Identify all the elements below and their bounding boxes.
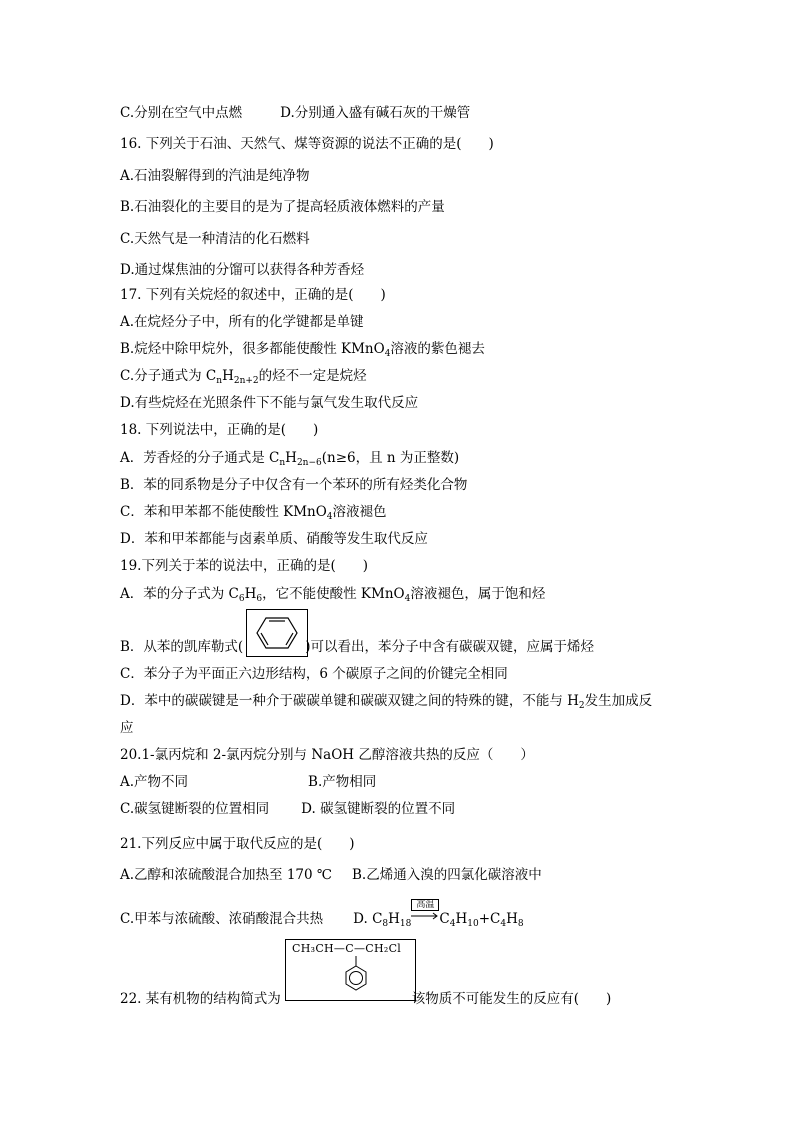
formula-text: CH₃CH—C—CH₂Cl (292, 942, 402, 955)
reaction-arrow (411, 900, 439, 925)
subscript: 4 (384, 349, 391, 359)
q17-option-c (120, 367, 367, 385)
subscript: 6 (238, 594, 245, 604)
text: 22. 某有机物的结构简式为 (120, 991, 281, 1007)
q20-options-ab (120, 773, 376, 791)
line-q15-options (120, 104, 470, 122)
arrow-icon (411, 907, 439, 925)
option-a: A.产物不同 (120, 774, 189, 790)
subscript: 2n−6 (296, 458, 322, 468)
subscript: n (279, 458, 286, 468)
subscript: 4 (404, 594, 411, 604)
text: B．从苯的凯库勒式( (120, 639, 244, 655)
question-20: 20.1-氯丙烷和 2-氯丙烷分别与 NaOH 乙醇溶液共热的反应（ ） (120, 747, 534, 763)
option-d: D. C (353, 911, 383, 927)
text: 该物质不可能发生的反应有( ) (411, 991, 612, 1007)
text: H (388, 911, 400, 927)
q19-option-d-cont: 应 (120, 720, 134, 736)
text: 发生加成反 (584, 693, 653, 709)
text: H (244, 586, 257, 602)
text: A．苯的分子式为 C (120, 586, 239, 602)
text: H (222, 368, 234, 384)
option-d: D.分别通入盛有碱石灰的干燥管 (280, 105, 471, 121)
text: B.烷烃中除甲烷外，很多都能使酸性 KMnO (120, 341, 385, 357)
text: C.分子通式为 C (120, 368, 217, 384)
subscript: 8 (382, 919, 389, 929)
question-16: 16. 下列关于石油、天然气、煤等资源的说法不正确的是( ) (120, 136, 494, 152)
question-18: 18. 下列说法中，正确的是( ) (120, 422, 319, 438)
text: A．芳香烃的分子通式是 C (120, 450, 280, 466)
q18-option-a (120, 449, 459, 467)
text: H (455, 911, 468, 927)
subscript: 4 (500, 919, 507, 929)
text: C (439, 911, 450, 927)
subscript: 2n+2 (233, 376, 259, 386)
q18-option-c (120, 503, 387, 521)
q21-options-ab (120, 866, 542, 884)
q19-option-a (120, 585, 545, 603)
q18-option-b: B．苯的同系物是分子中仅含有一个苯环的所有烃类化合物 (120, 477, 468, 493)
q16-option-c: C.天然气是一种清洁的化石燃料 (120, 231, 310, 247)
q17-option-d: D.有些烷烃在光照条件下不能与氯气发生取代反应 (120, 395, 419, 411)
q20-options-cd (120, 800, 455, 818)
option-b: B.乙烯通入溴的四氯化碳溶液中 (352, 867, 542, 883)
q19-option-c: C．苯分子为平面正六边形结构，6 个碳原子之间的价键完全相同 (120, 666, 508, 682)
option-a: A.乙醇和浓硫酸混合加热至 170 ℃ (120, 867, 332, 883)
text: H (285, 450, 297, 466)
subscript: 6 (256, 594, 263, 604)
text: 溶液褪色 (332, 504, 387, 520)
subscript: 2 (578, 701, 585, 711)
text: H (506, 911, 518, 927)
text: 的烃不一定是烷烃 (258, 368, 367, 384)
text: C．苯和甲苯都不能使酸性 KMnO (120, 504, 327, 520)
option-c: C.分别在空气中点燃 (120, 105, 243, 121)
subscript: 8 (517, 919, 524, 929)
subscript: 18 (399, 919, 412, 929)
text: +C (478, 911, 501, 927)
subscript: 4 (449, 919, 456, 929)
q18-option-d: D．苯和甲苯都能与卤素单质、硝酸等发生取代反应 (120, 531, 428, 547)
q21-options-cd (120, 900, 524, 929)
q17-option-b (120, 340, 485, 358)
question-22 (120, 990, 611, 1008)
text: ，它不能使酸性 KMnO (262, 586, 405, 602)
q19-option-d (120, 692, 652, 710)
q16-option-b: B.石油裂化的主要目的是为了提高轻质液体燃料的产量 (120, 199, 445, 215)
q17-option-a: A.在烷烃分子中，所有的化学键都是单键 (120, 314, 364, 330)
text: )可以看出，苯分子中含有碳碳双键，应属于烯烃 (305, 639, 594, 655)
question-21: 21.下列反应中属于取代反应的是( ) (120, 836, 355, 852)
question-17: 17. 下列有关烷烃的叙述中，正确的是( ) (120, 287, 386, 303)
question-19: 19.下列关于苯的说法中，正确的是( ) (120, 558, 369, 574)
arrow-label: 高温 (411, 899, 439, 911)
text: 溶液的紫色褪去 (390, 341, 485, 357)
subscript: n (216, 376, 223, 386)
text: (n≥6，且 n 为正整数) (321, 450, 460, 466)
subscript: 10 (467, 919, 479, 929)
option-d: D. 碳氢键断裂的位置不同 (301, 801, 456, 817)
subscript: 4 (326, 512, 333, 522)
option-b: B.产物相同 (308, 774, 377, 790)
q16-option-a: A.石油裂解得到的汽油是纯净物 (120, 168, 310, 184)
option-c: C.碳氢键断裂的位置相同 (120, 801, 270, 817)
option-c: C.甲苯与浓硫酸、浓硝酸混合共热 (120, 911, 324, 927)
text: D．苯中的碳碳键是一种介于碳碳单键和碳碳双键之间的特殊的键，不能与 H (120, 693, 579, 709)
q16-option-d: D.通过煤焦油的分馏可以获得各种芳香烃 (120, 262, 365, 278)
q19-option-b (120, 638, 594, 656)
text: 溶液褪色，属于饱和烃 (410, 586, 546, 602)
